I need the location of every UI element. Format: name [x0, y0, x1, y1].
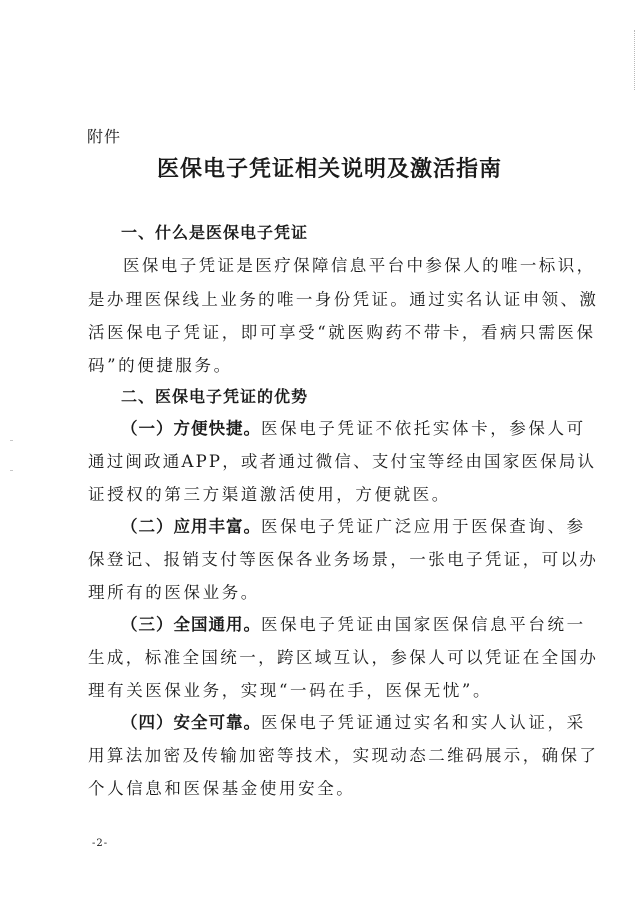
advantage-item-first-line [121, 513, 586, 537]
scan-edge-marks [632, 30, 635, 90]
advantage-label: （二）应用丰富。 [121, 517, 261, 536]
advantage-label: （四）安全可靠。 [121, 713, 261, 732]
section-heading-1: 一、什么是医保电子凭证 [121, 223, 309, 242]
paragraph-line: 证授权的第三方渠道激活使用，方便就医。 [88, 485, 451, 504]
advantage-text: 医保电子凭证通过实名和实人认证，采 [261, 713, 586, 732]
section-heading-2: 二、医保电子凭证的优势 [121, 387, 309, 406]
advantage-text: 医保电子凭证不依托实体卡，参保人可 [261, 419, 586, 438]
paragraph-line: 医保电子凭证是医疗保障信息平台中参保人的唯一标识， [123, 256, 596, 275]
advantage-text: 医保电子凭证由国家医保信息平台统一 [261, 615, 586, 634]
advantage-label: （三）全国通用。 [121, 615, 261, 634]
scan-speck [10, 440, 13, 441]
scan-speck [10, 470, 13, 471]
paragraph-line: 活医保电子凭证，即可享受“就医购药不带卡，看病只需医保 [88, 323, 596, 342]
paragraph-line: 理所有的医保业务。 [88, 583, 260, 602]
advantage-item-first-line [121, 709, 586, 733]
paragraph-line: 是办理医保线上业务的唯一身份凭证。通过实名认证申领、激 [88, 290, 599, 309]
attachment-label: 附件 [87, 127, 122, 146]
advantage-label: （一）方便快捷。 [121, 419, 261, 438]
page-number: -2- [92, 838, 109, 849]
paragraph-line: 生成，标准全国统一，跨区域互认，参保人可以凭证在全国办 [88, 648, 599, 667]
paragraph-line: 码”的便捷服务。 [88, 356, 233, 375]
paragraph-line: 个人信息和医保基金使用安全。 [88, 779, 356, 798]
advantage-item-first-line [121, 415, 586, 439]
document-title: 医保电子凭证相关说明及激活指南 [156, 156, 502, 182]
paragraph-line: 用算法加密及传输加密等技术，实现动态二维码展示，确保了 [88, 746, 599, 765]
paragraph-line: 保登记、报销支付等医保各业务场景，一张电子凭证，可以办 [88, 550, 599, 569]
paragraph-line: 通过闽政通APP，或者通过微信、支付宝等经由国家医保局认 [88, 452, 597, 471]
advantage-text: 医保电子凭证广泛应用于医保查询、参 [261, 517, 586, 536]
paragraph-line: 理有关医保业务，实现“一码在手，医保无忧”。 [88, 681, 493, 700]
advantage-item-first-line [121, 611, 586, 635]
